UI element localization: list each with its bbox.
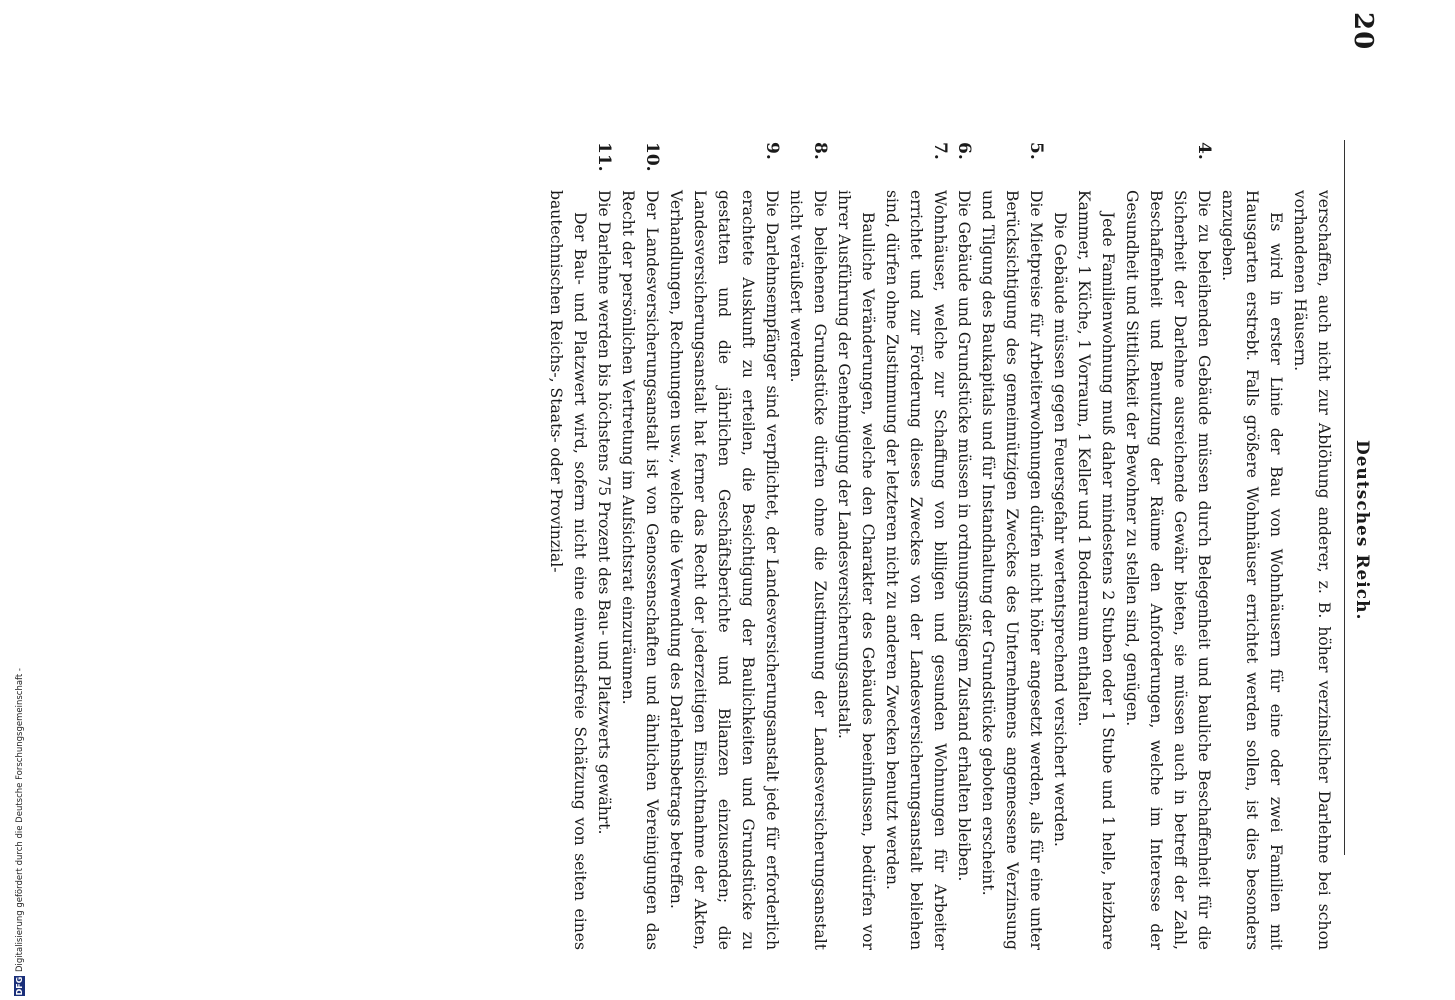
item-paragraph: Die beliehenen Grundstücke dürfen ohne die Zustimmung der Landesversicherungsanstalt nicht veräußert werden. xyxy=(787,190,829,950)
list-item-4 xyxy=(1048,142,1216,950)
item-number: 10. xyxy=(642,142,662,172)
credit-text: Digitalisierung gefördert durch die Deutsche Forschungsgemeinschaft - xyxy=(14,668,25,972)
item-paragraph: Die zu beleihenden Gebäude müssen durch Belegenheit und bauliche Beschaffenheit für die Sicherheit der Darlehne ausreichende Gewähr bieten, sie müssen auch in betreff der Zahl, Beschaffenheit und Benutzung der Räume den Anforderungen, welche im Interesse der Gesundheit und Sittlichkeit der Bewohner zu stellen sind, genügen. xyxy=(1123,190,1213,950)
list-item-7 xyxy=(832,142,952,950)
list-item-11 xyxy=(544,142,616,950)
item-paragraph: Die Mietpreise für Arbeiterwohnungen dürfen nicht höher angesetzt werden, als für eine unter Berücksichtigung des gemeinnützigen Zweckes des Unternehmens angemessene Verzinsung und Tilgung des Baukapitals und für Instandhaltung der Grundstücke geboten erscheint. xyxy=(979,190,1045,950)
list-item-8 xyxy=(784,142,832,950)
item-number: 6. xyxy=(954,142,974,160)
item-paragraph: Die Darlehnsempfänger sind verpflichtet, der Landesversicherungsanstalt jede für erforderlich erachtete Auskunft zu erteilen, die Besichtigung der Baulichkeiten und Grundstücke zu gestatten und die jährlichen Geschäftsberichte und Bilanzen einzusenden; die Landesversicherungsanstalt hat ferner das Recht der jederzeitigen Einsichtnahme der Akten, Verhandlungen, Rechnungen usw., welche die Verwendung des Darlehnsbetrags betreffen. xyxy=(667,190,781,950)
item-number: 8. xyxy=(810,142,830,160)
header-rule xyxy=(1344,140,1345,855)
item-paragraph: Bauliche Veränderungen, welche den Charakter des Gebäudes beeinflussen, bedürfen vor ihrer Ausführung der Genehmigung der Landesversicherungsanstalt. xyxy=(835,190,877,950)
page-header xyxy=(1344,12,1380,960)
page-number: 20 xyxy=(1348,12,1378,51)
item-paragraph: Der Bau- und Platzwert wird, sofern nicht eine einwandsfreie Schätzung von seiten eines bautechnischen Reichs-, Staats- oder Provinzial- xyxy=(547,190,589,950)
item-paragraph: Der Landesversicherungsanstalt ist von Genossenschaften und ähnlichen Vereinigungen das Recht der persönlichen Vertretung im Aufsichtsrat einzuräumen. xyxy=(619,190,661,950)
page-body xyxy=(544,142,1336,950)
paragraph-housing-preference: Es wird in erster Linie der Bau von Wohnhäusern für eine oder zwei Familien mit Hausgarten erstrebt. Falls größere Wohnhäuser errichtet werden sollen, ist dies besonders anzugeben. xyxy=(1219,190,1285,950)
item-number: 11. xyxy=(594,142,614,172)
item-paragraph: Wohnhäuser, welche zur Schaffung von billigen und gesunden Wohnungen für Arbeiter errichtet und zur Förderung dieses Zweckes von der Landesversicherungsanstalt beliehen sind, dürfen ohne Zustimmung der letzteren nicht zu anderen Zwecken benutzt werden. xyxy=(883,190,949,950)
list-item-5 xyxy=(976,142,1048,950)
item-number: 7. xyxy=(930,142,950,160)
digitization-credit xyxy=(0,0,25,1000)
item-paragraph: Die Gebäude und Grundstücke müssen in ordnungsmäßigem Zustand erhalten bleiben. xyxy=(955,190,973,882)
list-item-10 xyxy=(616,142,664,950)
paragraph-continuation: verschaffen, auch nicht zur Ablöhung anderer, z. B. höher verzinslicher Darlehne bei schon vorhandenen Häusern. xyxy=(1291,190,1333,950)
item-number: 9. xyxy=(762,142,782,160)
item-number: 5. xyxy=(1026,142,1046,160)
item-number: 4. xyxy=(1194,142,1214,160)
list-item-9 xyxy=(664,142,784,950)
list-item-6 xyxy=(952,142,976,950)
running-head: Deutsches Reich. xyxy=(1352,440,1372,621)
item-paragraph: Jede Familienwohnung muß daher mindestens 2 Stuben oder 1 Stube und 1 helle, heizbare Kammer, 1 Küche, 1 Vorraum, 1 Keller und 1 Bodenraum enthalten. xyxy=(1075,190,1117,950)
dfg-logo: DFG xyxy=(15,976,24,996)
document-page xyxy=(110,12,1380,960)
item-paragraph: Die Gebäude müssen gegen Feuersgefahr wertentsprechend versichert werden. xyxy=(1051,212,1069,847)
item-paragraph: Die Darlehne werden bis höchstens 75 Prozent des Bau- und Platzwerts gewährt. xyxy=(595,190,613,835)
